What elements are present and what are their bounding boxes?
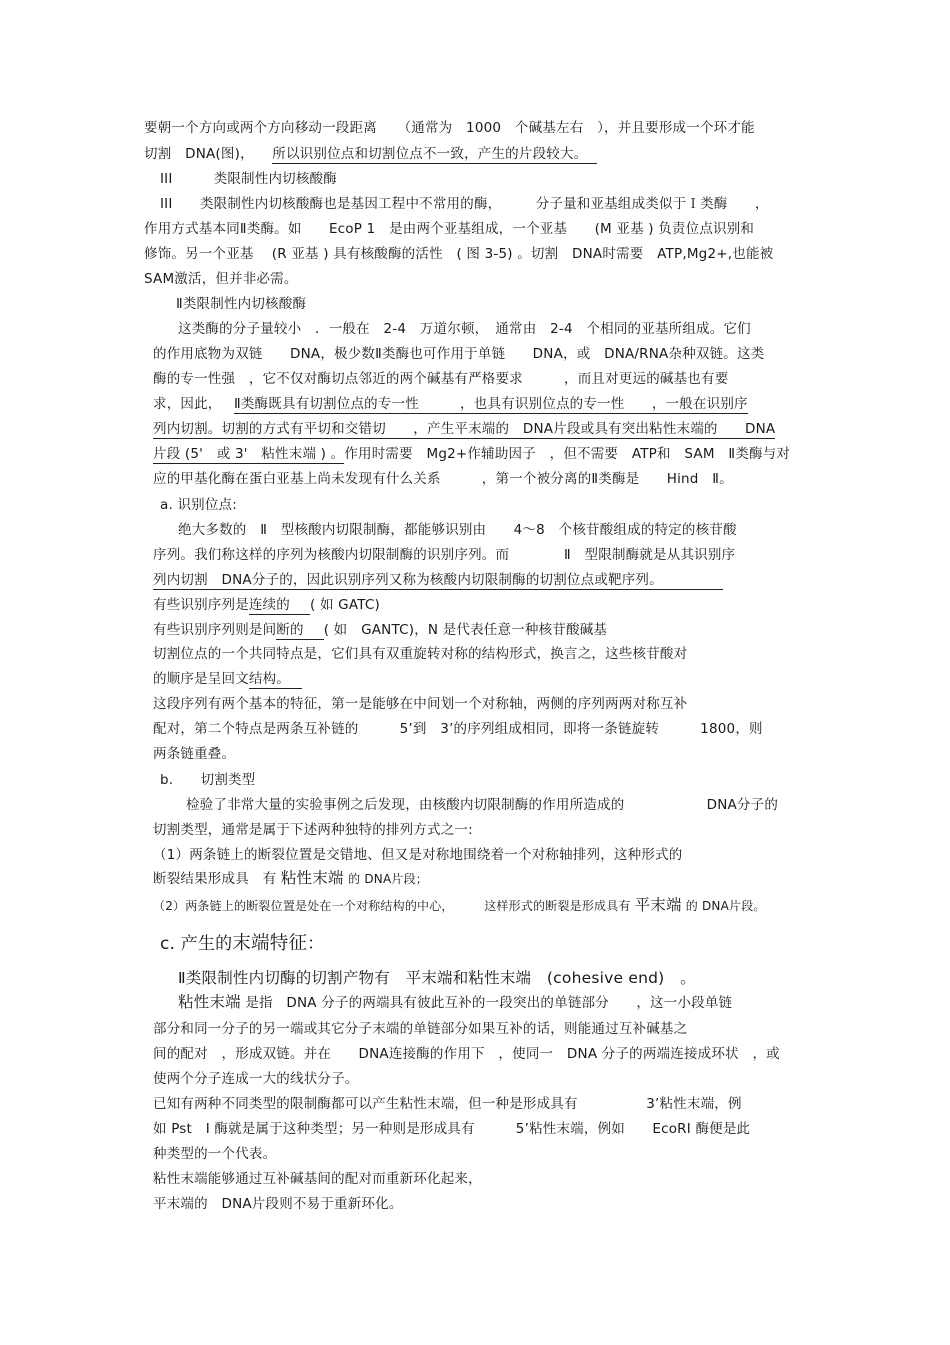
paragraph-line xyxy=(153,596,380,614)
text-run: 有些识别序列则是间 xyxy=(153,622,277,638)
text-run: c. 产生的 xyxy=(160,934,233,954)
paragraph-line xyxy=(153,420,775,438)
text-run: 是指 DNA 分子的两端具有彼此互补的一段突出的单链部分 ，这一小段单链 xyxy=(245,995,733,1011)
paragraph-line: 修饰。另一个亚基 (R 亚基 ) 具有核酸酶的活性 ( 图 3-5) 。切割 DNA时需要 ATP,Mg2+,也能被 xyxy=(144,246,774,262)
emphasis-term: 粘性末端 xyxy=(178,993,241,1011)
paragraph-line: Ⅱ类限制性内切酶的切割产物有 平末端和粘性末端 (cohesive end) 。 xyxy=(178,969,696,987)
underlined-text: 列内切割。切割的方式有平切和交错切 ，产生平末端的 DNA片段或具有突出粘性末端的 DNA xyxy=(153,421,776,437)
paragraph-line: 平末端的 DNA片段则不易于重新环化。 xyxy=(153,1196,403,1212)
paragraph-line: 两条链重叠。 xyxy=(153,746,236,762)
text-run: 求，因此， xyxy=(153,396,222,412)
subheading: a. 识别位点: xyxy=(160,497,238,513)
text-run: 断裂结果形成具 有 xyxy=(153,871,277,887)
underlined-text: 片段 (5' 或 3' 粘性末端 ) 。 xyxy=(153,446,345,462)
paragraph-line: 间的配对 ，形成双链。并在 DNA连接酶的作用下 ，使同一 DNA 分子的两端连接成环状 ，或 xyxy=(153,1046,780,1062)
paragraph-line: 使两个分子连成一大的线状分子。 xyxy=(153,1071,359,1087)
paragraph-line: 序列。我们称这样的序列为核酸内切限制酶的识别序列。而 Ⅱ 型限制酶就是从其识别序 xyxy=(153,547,736,563)
subheading xyxy=(160,933,324,956)
paragraph-line: 切割类型，通常是属于下述两种独特的排列方式之一: xyxy=(153,822,473,838)
paragraph-line: 作用方式基本同Ⅱ类酶。如 EcoP 1 是由两个亚基组成，一个亚基 (M 亚基 ) 负责位点识别和 xyxy=(144,221,755,237)
paragraph-line: 应的甲基化酶在蛋白亚基上尚未发现有什么关系 ，第一个被分离的Ⅱ类酶是 Hind Ⅱ。 xyxy=(153,471,733,487)
paragraph-line xyxy=(178,993,732,1012)
underlined-text: 断的 xyxy=(276,622,323,640)
paragraph-line xyxy=(153,621,607,639)
paragraph-line: 已知有两种不同类型的限制酶都可以产生粘性末端，但一种是形成具有 3’粘性末端，例 xyxy=(153,1096,742,1112)
text-run: （2）两条链上的断裂位置是处在一个对称结构的中心， 这样形式的断裂是形成具有 xyxy=(153,899,631,913)
paragraph-line: 粘性末端能够通过互补碱基间的配对而重新环化起来， xyxy=(153,1171,482,1187)
underlined-text: 列内切割 DNA分子的，因此识别序列又称为核酸内切限制酶的切割位点或靶序列。 xyxy=(153,572,723,590)
text-run: 的顺序是呈回文 xyxy=(153,671,249,687)
paragraph-line: SAM激活，但并非必需。 xyxy=(144,271,298,287)
paragraph-line: 酶的专一性强 ，它不仅对酶切点邻近的两个碱基有严格要求 ，而且对更远的碱基也有要 xyxy=(153,371,729,387)
paragraph-line: 要朝一个方向或两个方向移动一段距离 （通常为 1000 个碱基左右 ），并且要形成一个环才能 xyxy=(144,120,755,136)
paragraph-line xyxy=(144,145,597,163)
text-run: 的 DNA片段。 xyxy=(685,899,766,913)
section-heading: Ⅱ类限制性内切核酸酶 xyxy=(176,296,307,312)
paragraph-line: 如 Pst I 酶就是属于这种类型；另一种则是形成具有 5’粘性末端，例如 EcoRⅠ 酶便是此 xyxy=(153,1121,751,1137)
paragraph-line: 切割位点的一个共同特点是，它们具有双重旋转对称的结构形式，换言之，这些核苷酸对 xyxy=(153,646,688,662)
underlined-text: 连续的 xyxy=(249,597,310,615)
section-heading: III 类限制性内切核酸酶 xyxy=(160,171,337,187)
text-run: 切割 DNA(图)， xyxy=(144,146,254,162)
emphasis-term: 粘性末端 xyxy=(280,869,344,887)
paragraph-line: 这类酶的分子量较小 ．一般在 2-4 万道尔顿， 通常由 2-4 个相同的亚基所组成。它们 xyxy=(178,321,751,337)
paragraph-line: 绝大多数的 Ⅱ 型核酸内切限制酶，都能够识别由 4～8 个核苷酸组成的特定的核苷酸 xyxy=(178,522,737,538)
text-run: 的 DNA片段； xyxy=(348,872,428,886)
paragraph-line xyxy=(153,896,766,915)
paragraph-line xyxy=(153,445,790,463)
underlined-text: 结构。 xyxy=(249,671,302,689)
paragraph-line xyxy=(153,670,302,688)
underlined-text: Ⅱ类酶既具有切割位点的专一性 ，也具有识别位点的专一性 ，一般在识别序 xyxy=(234,396,748,412)
paragraph-line: 这段序列有两个基本的特征，第一是能够在中间划一个对称轴，两侧的序列两两对称互补 xyxy=(153,696,688,712)
underlined-text: 所以识别位点和切割位点不一致，产生的片段较大。 xyxy=(272,146,597,164)
text-run: ： xyxy=(307,934,325,954)
emphasis-term: 末端特征 xyxy=(232,933,308,954)
subheading: b. 切割类型 xyxy=(160,772,256,788)
paragraph-line: 部分和同一分子的另一端或其它分子末端的单链部分如果互补的话，则能通过互补碱基之 xyxy=(153,1021,688,1037)
paragraph-line xyxy=(153,571,723,589)
paragraph-line xyxy=(153,395,748,413)
emphasis-term: 平末端 xyxy=(634,896,682,914)
text-run: ( 如 GATC) xyxy=(310,597,380,613)
paragraph-line: 配对，第二个特点是两条互补链的 5’到 3’的序列组成相同，即将一条链旋转 1800，则 xyxy=(153,721,763,737)
paragraph-line: 的作用底物为双链 DNA，极少数Ⅱ类酶也可作用于单链 DNA，或 DNA/RNA杂种双链。这类 xyxy=(153,346,765,362)
text-run: 作用时需要 Mg2+作辅助因子 ，但不需要 ATP和 SAM Ⅱ类酶与对 xyxy=(344,446,791,462)
paragraph-line: III 类限制性内切核酸酶也是基因工程中不常用的酶， 分子量和亚基组成类似于Ｉ类酶 ， xyxy=(160,196,769,212)
text-run: ( 如 GANTC)，N 是代表任意一种核苷酸碱基 xyxy=(323,622,608,638)
paragraph-line: （1）两条链上的断裂位置是交错地、但又是对称地围绕着一个对称轴排列，这种形式的 xyxy=(153,847,683,863)
paragraph-line: 种类型的一个代表。 xyxy=(153,1146,277,1162)
text-run: 有些识别序列是 xyxy=(153,597,249,613)
paragraph-line: 检验了非常大量的实验事例之后发现，由核酸内切限制酶的作用所造成的 DNA分子的 xyxy=(186,797,779,813)
paragraph-line xyxy=(153,869,428,888)
